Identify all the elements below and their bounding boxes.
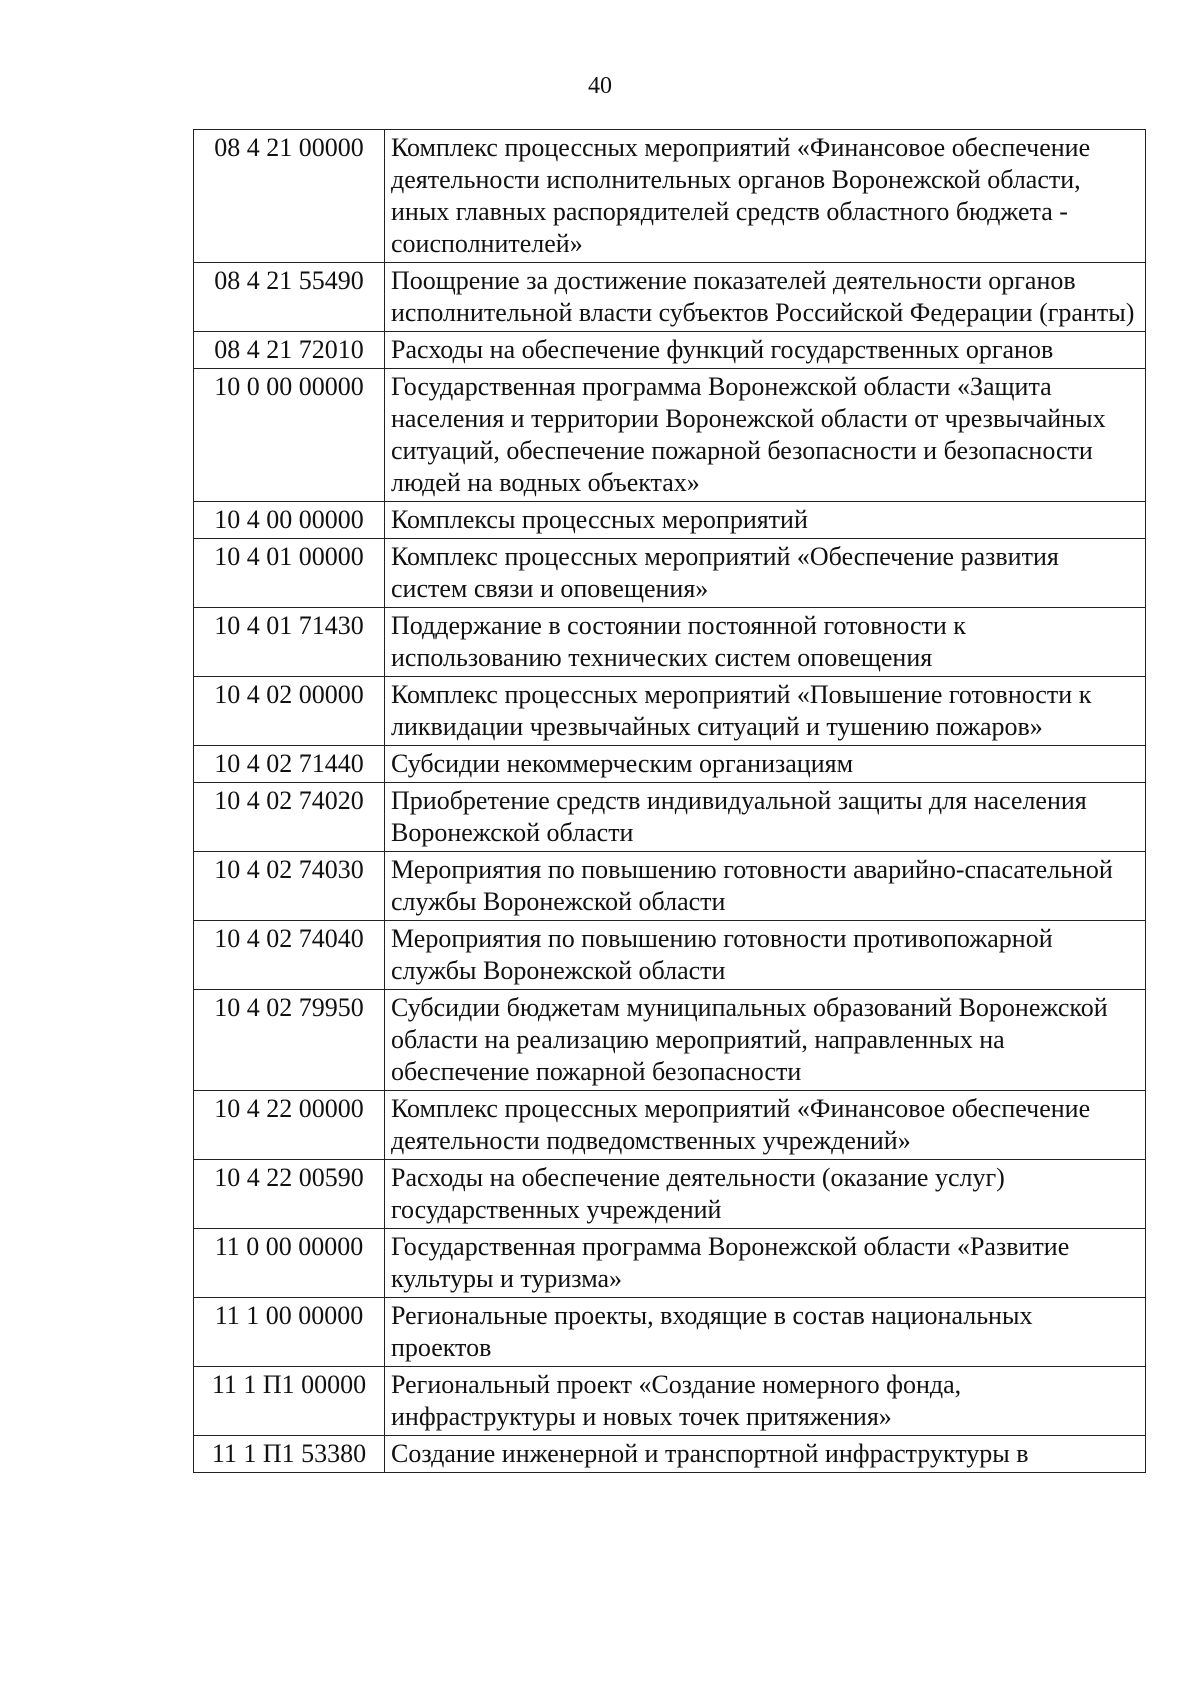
row-code: 11 1 00 00000 [194,1298,385,1367]
row-code: 10 4 02 00000 [194,677,385,746]
row-code: 10 4 02 74020 [194,783,385,852]
row-code: 08 4 21 00000 [194,130,385,263]
row-code: 11 1 П1 53380 [194,1436,385,1473]
row-description: Создание инженерной и транспортной инфраструктуры в [385,1436,1146,1473]
row-code: 10 4 01 00000 [194,539,385,608]
table-row [194,332,1146,369]
table-row [194,1298,1146,1367]
table-row [194,369,1146,502]
row-description: Комплекс процессных мероприятий «Обеспечение развития систем связи и оповещения» [385,539,1146,608]
row-code: 10 4 02 79950 [194,990,385,1091]
row-code: 08 4 21 55490 [194,263,385,332]
row-code: 10 4 22 00000 [194,1091,385,1160]
table-row [194,1367,1146,1436]
table-row [194,502,1146,539]
row-description: Комплекс процессных мероприятий «Финансовое обеспечение деятельности подведомственных учреждений» [385,1091,1146,1160]
table-row [194,783,1146,852]
table-row [194,677,1146,746]
row-code: 10 0 00 00000 [194,369,385,502]
row-description: Комплекс процессных мероприятий «Финансовое обеспечение деятельности исполнительных органов Воронежской области, иных главных распорядителей средств областного бюджета - соисполнителей» [385,130,1146,263]
row-description: Расходы на обеспечение функций государственных органов [385,332,1146,369]
row-description: Поощрение за достижение показателей деятельности органов исполнительной власти субъектов Российской Федерации (гранты) [385,263,1146,332]
table-row [194,539,1146,608]
table-row [194,921,1146,990]
row-code: 10 4 02 71440 [194,746,385,783]
row-description: Субсидии некоммерческим организациям [385,746,1146,783]
row-description: Региональный проект «Создание номерного фонда, инфраструктуры и новых точек притяжения» [385,1367,1146,1436]
budget-classification-table [193,129,1146,1473]
page-number: 40 [588,73,612,99]
table-row [194,1229,1146,1298]
row-description: Расходы на обеспечение деятельности (оказание услуг) государственных учреждений [385,1160,1146,1229]
row-code: 10 4 01 71430 [194,608,385,677]
table-row [194,990,1146,1091]
row-code: 08 4 21 72010 [194,332,385,369]
row-description: Комплексы процессных мероприятий [385,502,1146,539]
row-code: 11 1 П1 00000 [194,1367,385,1436]
row-description: Субсидии бюджетам муниципальных образований Воронежской области на реализацию мероприятий, направленных на обеспечение пожарной безопасности [385,990,1146,1091]
row-description: Приобретение средств индивидуальной защиты для населения Воронежской области [385,783,1146,852]
row-code: 10 4 02 74040 [194,921,385,990]
table-row [194,852,1146,921]
row-description: Мероприятия по повышению готовности аварийно-спасательной службы Воронежской области [385,852,1146,921]
row-description: Государственная программа Воронежской области «Развитие культуры и туризма» [385,1229,1146,1298]
table-row [194,1436,1146,1473]
row-code: 10 4 22 00590 [194,1160,385,1229]
row-description: Государственная программа Воронежской области «Защита населения и территории Воронежской области от чрезвычайных ситуаций, обеспечение пожарной безопасности и безопасности людей на водных объектах» [385,369,1146,502]
row-code: 10 4 00 00000 [194,502,385,539]
row-description: Региональные проекты, входящие в состав национальных проектов [385,1298,1146,1367]
row-description: Мероприятия по повышению готовности противопожарной службы Воронежской области [385,921,1146,990]
table-row [194,746,1146,783]
table-row [194,1091,1146,1160]
table-row [194,130,1146,263]
table-row [194,608,1146,677]
row-code: 11 0 00 00000 [194,1229,385,1298]
row-description: Комплекс процессных мероприятий «Повышение готовности к ликвидации чрезвычайных ситуаций и тушению пожаров» [385,677,1146,746]
table-row [194,263,1146,332]
row-description: Поддержание в состоянии постоянной готовности к использованию технических систем оповещения [385,608,1146,677]
table-row [194,1160,1146,1229]
row-code: 10 4 02 74030 [194,852,385,921]
